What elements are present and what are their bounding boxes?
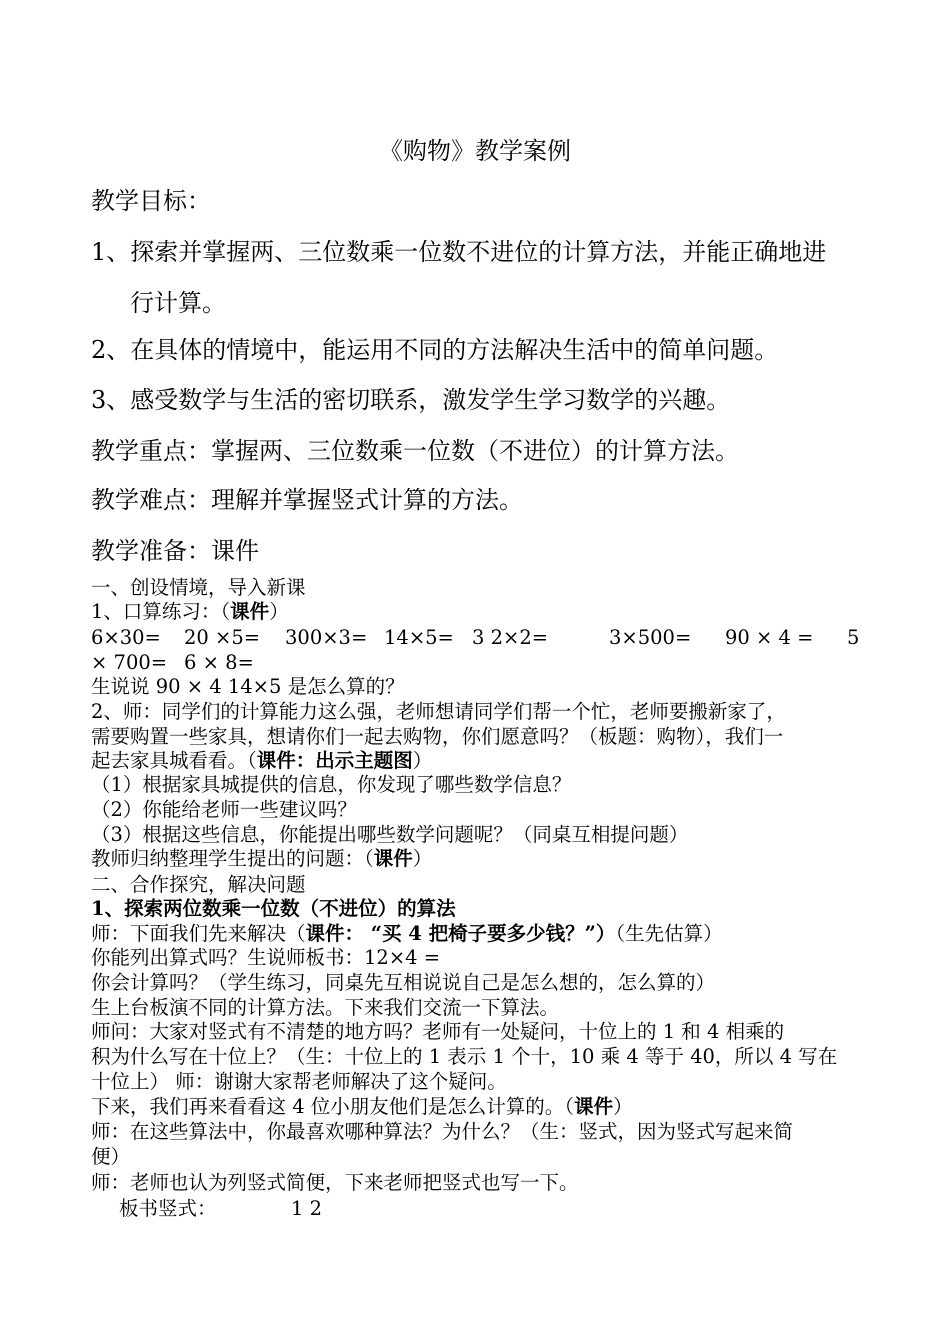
calc-item: × 700= (91, 651, 168, 674)
document-title: 《购物》教学案例 (379, 137, 571, 165)
calc-row-1 (91, 625, 861, 650)
oral-practice: 1、口算练习：（课件） (91, 600, 289, 623)
teacher-ask-line-1: 师问：大家对竖式有不清楚的地方吗？老师有一处疑问，十位上的 1 和 4 相乘的 (91, 1020, 785, 1043)
section-2-heading: 二、合作探究，解决问题 (91, 873, 306, 896)
teacher-summary: 教师归纳整理学生提出的问题：（课件） (91, 847, 433, 870)
teacher-ask-line-3: 十位上） 师：谢谢大家帮老师解决了这个疑问。 (91, 1070, 507, 1093)
calc-row-2 (91, 650, 861, 675)
question-2: （2）你能给老师一些建议吗？ (91, 798, 357, 821)
goal-2: 2、在具体的情境中，能运用不同的方法解决生活中的简单问题。 (91, 336, 779, 364)
list-formula: 你能列出算式吗？生说师板书：12×4 = (91, 946, 441, 969)
explore-heading: 1、探索两位数乘一位数（不进位）的算法 (91, 897, 456, 920)
calc-item: 300×3= (285, 626, 368, 649)
board-demo: 生上台板演不同的计算方法。下来我们交流一下算法。 (91, 996, 560, 1019)
question-1: （1）根据家具城提供的信息，你发现了哪些数学信息？ (91, 773, 572, 796)
calc-item: 6×30= (91, 626, 161, 649)
paragraph-2-line-2: 需要购置一些家具，想请你们一起去购物，你们愿意吗？（板题：购物），我们一 (91, 725, 784, 748)
paragraph-2-line-3: 起去家具城看看。（课件：出示主题图） (91, 749, 433, 772)
next-look: 下来，我们再来看看这 4 位小朋友他们是怎么计算的。（课件） (91, 1095, 633, 1118)
teacher-ask-line-2: 积为什么写在十位上？（生：十位上的 1 表示 1 个十，10 乘 4 等于 40，所以 4 写在 (91, 1045, 838, 1068)
teacher-agree: 师：老师也认为列竖式简便，下来老师把竖式也写一下。 (91, 1171, 579, 1194)
goal-1-line-1: 1、探索并掌握两、三位数乘一位数不进位的计算方法，并能正确地进 (91, 238, 827, 266)
calc-item: 14×5= (384, 626, 454, 649)
difficulty: 教学难点：理解并掌握竖式计算的方法。 (91, 486, 523, 514)
section-1-heading: 一、创设情境，导入新课 (91, 576, 306, 599)
calc-item: 5 (847, 626, 860, 649)
question-3: （3）根据这些信息，你能提出哪些数学问题呢？（同桌互相提问题） (91, 823, 689, 846)
goal-3: 3、感受数学与生活的密切联系，激发学生学习数学的兴趣。 (91, 386, 731, 414)
calc-item: 20 ×5= (184, 626, 261, 649)
can-calculate: 你会计算吗？（学生练习，同桌先互相说说自己是怎么想的，怎么算的） (91, 971, 716, 994)
vertical-digits: 1 2 (291, 1197, 323, 1220)
board-vertical-label: 板书竖式： (119, 1197, 217, 1220)
favorite-method-line-1: 师：在这些算法中，你最喜欢哪种算法？为什么？（生：竖式，因为竖式写起来简 (91, 1120, 794, 1143)
calc-item: 90 × 4 = (725, 626, 814, 649)
paragraph-2-line-1: 2、师：同学们的计算能力这么强，老师想请同学们帮一个忙，老师要搬新家了， (91, 700, 786, 723)
goal-1-line-2: 行计算。 (130, 289, 226, 317)
key-point: 教学重点：掌握两、三位数乘一位数（不进位）的计算方法。 (91, 437, 739, 465)
preparation: 教学准备：课件 (91, 537, 259, 565)
calc-item: 3×500= (609, 626, 692, 649)
teacher-solve: 师：下面我们先来解决（课件： “买 4 把椅子要多少钱？”）（生先估算） (91, 922, 723, 945)
calc-item: 6 × 8= (184, 651, 254, 674)
calc-item: 3 2×2= (472, 626, 549, 649)
student-say: 生说说 90 × 4 14×5 是怎么算的？ (91, 675, 405, 698)
favorite-method-line-2: 便） (91, 1145, 131, 1168)
goals-heading: 教学目标： (91, 187, 211, 215)
